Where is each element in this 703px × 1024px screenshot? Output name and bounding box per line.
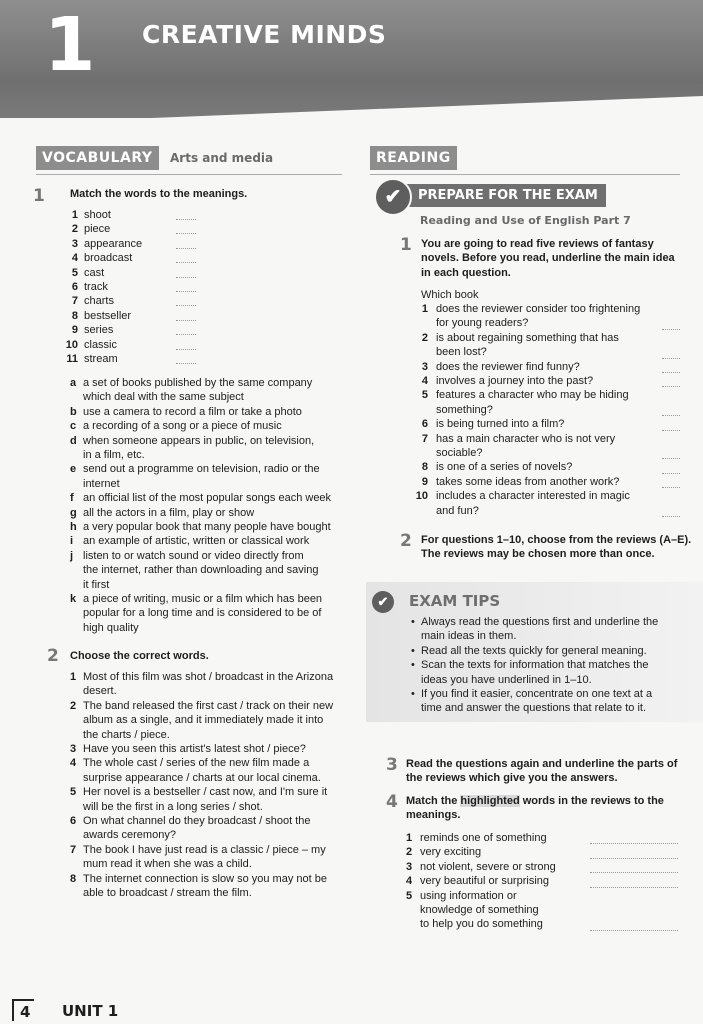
instruction-line: The reviews may be chosen more than once. xyxy=(421,548,655,561)
question-text: been lost? xyxy=(436,346,487,359)
instruction-line: For questions 1–10, choose from the reviews (A–E). xyxy=(421,534,692,546)
page-number: 4 xyxy=(12,999,34,1021)
meaning-letter: a xyxy=(70,377,77,389)
sentence-text: able to broadcast / stream the film. xyxy=(83,887,252,899)
instruction-line: You are going to read five reviews of fantasy xyxy=(421,238,654,250)
item-number: 1 xyxy=(421,303,428,315)
meaning-text: an official list of the most popular songs each week xyxy=(83,492,332,505)
exam-tips-title: EXAM TIPS xyxy=(409,592,501,610)
word-item: piece xyxy=(84,223,111,236)
answer-blank[interactable] xyxy=(590,858,678,859)
exercise-instruction-line: meanings. xyxy=(406,809,461,821)
word-item: appearance xyxy=(84,237,143,250)
meaning-letter: i xyxy=(70,535,74,548)
answer-blank[interactable] xyxy=(662,358,680,359)
answer-blank[interactable] xyxy=(176,219,196,220)
item-number: 1 xyxy=(71,209,78,221)
answer-blank[interactable] xyxy=(176,248,196,249)
answer-blank[interactable] xyxy=(590,872,678,873)
answer-blank[interactable] xyxy=(176,334,196,335)
item-number: 3 xyxy=(421,360,428,373)
meaning-letter: e xyxy=(70,463,77,476)
instruction-line: novels. Before you read, underline the main idea xyxy=(421,252,675,265)
item-number: 4 xyxy=(71,252,78,265)
item-number: 5 xyxy=(70,786,77,799)
unit-number: 1 xyxy=(44,2,96,88)
sentence-text: album as a single, and it immediately made it into xyxy=(83,714,324,727)
item-number: 5 xyxy=(421,389,428,402)
item-number: 9 xyxy=(421,475,428,488)
word-item: series xyxy=(84,324,114,337)
meaning-text: a very popular book that many people have bought xyxy=(83,521,331,533)
meaning-letter: k xyxy=(70,593,77,605)
highlighted-word: highlighted xyxy=(460,795,520,807)
question-text: includes a character interested in magic xyxy=(436,490,630,503)
answer-blank[interactable] xyxy=(662,458,680,459)
meaning-letter: g xyxy=(70,506,77,519)
question-text: does the reviewer find funny? xyxy=(436,360,580,373)
footer-unit: UNIT 1 xyxy=(62,1002,119,1020)
meaning-text: very beautiful or surprising xyxy=(420,875,550,888)
word-item: classic xyxy=(84,338,118,351)
meaning-letter: f xyxy=(70,492,74,505)
item-number: 5 xyxy=(71,266,78,279)
meaning-text: the internet, rather than downloading and saving xyxy=(83,564,319,577)
answer-blank[interactable] xyxy=(662,516,680,517)
prepare-ribbon: PREPARE FOR THE EXAM xyxy=(390,184,606,207)
meaning-text: to help you do something xyxy=(420,918,543,931)
item-number: 3 xyxy=(71,237,78,250)
reading-tag: READING xyxy=(370,146,457,170)
question-text: sociable? xyxy=(436,447,483,459)
item-number: 4 xyxy=(70,757,77,770)
question-text: for young readers? xyxy=(436,317,529,330)
meaning-text: popular for a long time and is considered to be of xyxy=(83,607,322,620)
instruction-line: the reviews which give you the answers. xyxy=(406,772,618,785)
meaning-text: it first xyxy=(83,578,110,591)
item-number: 6 xyxy=(421,418,428,431)
bullet-icon: • xyxy=(411,659,415,672)
answer-blank[interactable] xyxy=(176,363,196,364)
item-number: 7 xyxy=(70,843,77,856)
question-text: is being turned into a film? xyxy=(436,418,565,431)
tip-text: main ideas in them. xyxy=(421,630,517,643)
answer-blank[interactable] xyxy=(662,372,680,373)
answer-blank[interactable] xyxy=(176,320,196,321)
word-item: stream xyxy=(84,353,118,365)
item-number: 4 xyxy=(406,875,413,888)
which-book-lead: Which book xyxy=(421,289,479,301)
question-text: something? xyxy=(436,403,493,416)
sentence-text: The internet connection is slow so you may not be xyxy=(83,872,327,885)
vocabulary-rule xyxy=(36,174,342,175)
item-number: 6 xyxy=(70,815,77,827)
answer-blank[interactable] xyxy=(590,930,678,931)
meaning-text: listen to or watch sound or video directly from xyxy=(83,549,304,562)
answer-blank[interactable] xyxy=(662,329,680,330)
answer-blank[interactable] xyxy=(662,430,680,431)
answer-blank[interactable] xyxy=(176,233,196,234)
exercise-number: 1 xyxy=(400,235,412,255)
tip-text: Read all the texts quickly for general meaning. xyxy=(421,644,647,657)
item-number: 1 xyxy=(406,832,413,844)
exercise-number: 2 xyxy=(400,531,412,551)
tip-text: Scan the texts for information that matches the xyxy=(421,659,649,672)
word-item: track xyxy=(84,281,108,293)
item-number: 11 xyxy=(66,353,78,365)
question-text: and fun? xyxy=(436,504,479,517)
meaning-text: not violent, severe or strong xyxy=(420,860,556,873)
checkmark-icon: ✔ xyxy=(374,178,412,216)
answer-blank[interactable] xyxy=(662,386,680,387)
item-number: 2 xyxy=(70,699,77,712)
instruction-line: Read the questions again and underline the parts of xyxy=(406,758,678,770)
sentence-text: awards ceremony? xyxy=(83,829,176,842)
question-text: has a main character who is not very xyxy=(436,432,616,445)
item-number: 10 xyxy=(415,490,428,503)
checkmark-icon: ✔ xyxy=(372,591,394,613)
exam-part: Reading and Use of English Part 7 xyxy=(420,214,631,227)
answer-blank[interactable] xyxy=(590,843,678,844)
answer-blank[interactable] xyxy=(662,415,680,416)
question-text: is about regaining something that has xyxy=(436,331,619,344)
item-number: 8 xyxy=(421,461,428,474)
question-text: features a character who may be hiding xyxy=(436,389,629,402)
meaning-text: send out a programme on television, radio or the xyxy=(83,463,320,476)
sentence-text: Most of this film was shot / broadcast in the Arizona xyxy=(83,671,334,683)
meaning-letter: h xyxy=(70,521,77,533)
sentence-text: desert. xyxy=(83,685,117,698)
tip-text: Always read the questions first and underline the xyxy=(421,616,659,628)
tip-text: ideas you have underlined in 1–10. xyxy=(421,673,592,686)
answer-blank[interactable] xyxy=(176,277,196,278)
item-number: 6 xyxy=(71,281,78,293)
meaning-text: when someone appears in public, on television, xyxy=(83,434,315,447)
item-number: 8 xyxy=(71,309,78,322)
exercise-instruction: Match the highlighted words in the reviews to the xyxy=(406,795,664,807)
word-item: bestseller xyxy=(84,309,132,322)
reading-rule xyxy=(370,174,680,175)
question-text: involves a journey into the past? xyxy=(436,375,594,387)
meaning-text: all the actors in a film, play or show xyxy=(83,506,255,519)
tip-text: time and answer the questions that relate to it. xyxy=(421,702,647,715)
exercise-instruction: Choose the correct words. xyxy=(70,650,209,662)
question-text: takes some ideas from another work? xyxy=(436,475,620,488)
word-item: shoot xyxy=(84,209,111,221)
sentence-text: the charts / piece. xyxy=(83,728,170,741)
meaning-text: using information or xyxy=(420,889,517,902)
bullet-icon: • xyxy=(411,688,415,700)
vocabulary-topic: Arts and media xyxy=(170,151,274,165)
sentence-text: On what channel do they broadcast / shoot the xyxy=(83,815,311,827)
meaning-text: a piece of writing, music or a film which has been xyxy=(83,593,323,605)
meaning-text: high quality xyxy=(83,621,139,634)
meaning-letter: d xyxy=(70,434,77,447)
meaning-text: reminds one of something xyxy=(420,832,547,844)
answer-blank[interactable] xyxy=(590,887,678,888)
exercise-number: 4 xyxy=(386,792,398,812)
sentence-text: mum read it when she was a child. xyxy=(83,858,252,871)
item-number: 9 xyxy=(71,324,78,337)
question-text: is one of a series of novels? xyxy=(436,461,573,474)
item-number: 2 xyxy=(421,331,428,344)
item-number: 8 xyxy=(70,872,77,885)
tip-text: If you find it easier, concentrate on one text at a xyxy=(421,688,653,700)
unit-title: CREATIVE MINDS xyxy=(142,20,387,49)
instruction-line: in each question. xyxy=(421,266,511,279)
item-number: 1 xyxy=(70,671,77,683)
item-number: 3 xyxy=(70,743,77,755)
exercise-number: 2 xyxy=(47,646,59,666)
meaning-text: an example of artistic, written or classical work xyxy=(83,535,310,548)
exercise-number: 3 xyxy=(386,755,398,775)
meaning-text: which deal with the same subject xyxy=(83,391,244,404)
answer-blank[interactable] xyxy=(176,262,196,263)
sentence-text: The whole cast / series of the new film made a xyxy=(83,757,310,770)
meaning-text: internet xyxy=(83,477,120,490)
sentence-text: The book I have just read is a classic / piece – my xyxy=(83,843,326,856)
item-number: 2 xyxy=(406,846,413,859)
exercise-number: 1 xyxy=(33,186,45,206)
sentence-text: Her novel is a bestseller / cast now, and I'm sure it xyxy=(83,786,328,799)
answer-blank[interactable] xyxy=(662,487,680,488)
meaning-text: a recording of a song or a piece of music xyxy=(83,420,282,433)
exercise-instruction: Match the words to the meanings. xyxy=(70,188,248,200)
sentence-text: will be the first in a long series / shot. xyxy=(83,800,263,813)
meaning-letter: c xyxy=(70,420,77,433)
item-number: 10 xyxy=(65,338,78,351)
vocabulary-tag: VOCABULARY xyxy=(36,146,159,170)
meaning-text: a set of books published by the same company xyxy=(83,377,313,389)
word-item: cast xyxy=(84,266,105,279)
bullet-icon: • xyxy=(411,644,415,657)
answer-blank[interactable] xyxy=(176,349,196,350)
item-number: 7 xyxy=(421,432,428,445)
answer-blank[interactable] xyxy=(662,473,680,474)
meaning-text: use a camera to record a film or take a photo xyxy=(83,405,302,418)
word-item: broadcast xyxy=(84,252,133,265)
sentence-text: surprise appearance / charts at our local cinema. xyxy=(83,771,321,784)
question-text: does the reviewer consider too frightening xyxy=(436,303,641,315)
item-number: 4 xyxy=(421,375,428,387)
meaning-letter: j xyxy=(70,549,74,562)
meaning-letter: b xyxy=(70,405,77,418)
meaning-text: very exciting xyxy=(420,846,482,859)
sentence-text: Have you seen this artist's latest shot / piece? xyxy=(83,743,306,755)
meaning-text: in a film, etc. xyxy=(83,449,145,461)
meaning-text: knowledge of something xyxy=(420,904,539,916)
item-number: 2 xyxy=(71,223,78,236)
answer-blank[interactable] xyxy=(176,291,196,292)
answer-blank[interactable] xyxy=(176,305,196,306)
sentence-text: The band released the first cast / track on their new xyxy=(83,699,334,712)
item-number: 3 xyxy=(406,860,413,873)
bullet-icon: • xyxy=(411,616,415,628)
item-number: 5 xyxy=(406,889,413,902)
word-item: charts xyxy=(84,295,114,308)
item-number: 7 xyxy=(71,295,78,308)
